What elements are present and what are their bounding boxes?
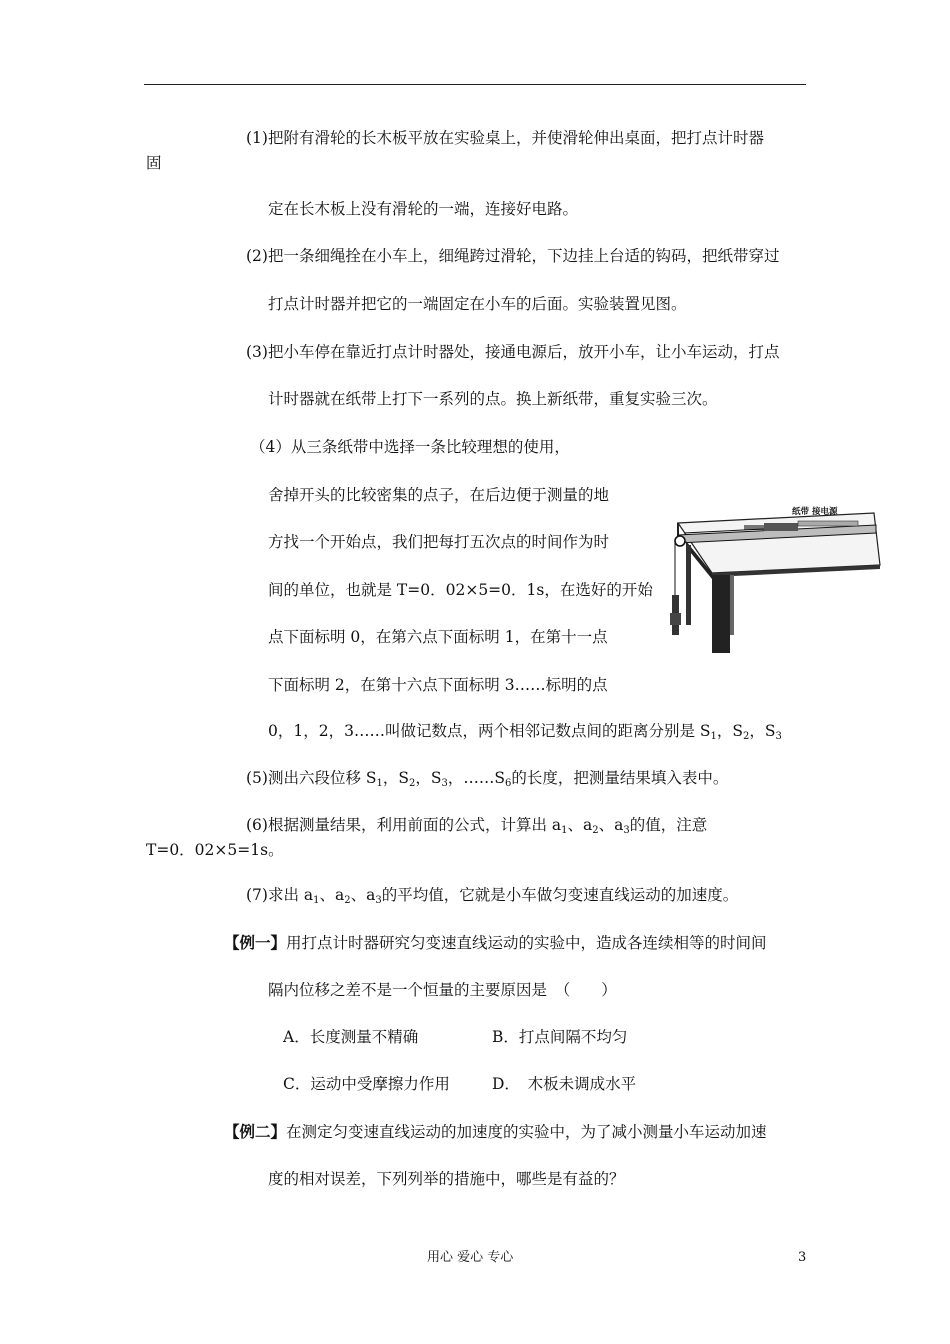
step-4-line-6: 下面标明 2，在第十六点下面标明 3……标明的点 xyxy=(268,676,608,694)
figure-label: 纸带 接电源 xyxy=(792,507,838,517)
page-number: 3 xyxy=(798,1250,807,1265)
step-6-line-2: T=0．02×5=1s。 xyxy=(146,841,284,859)
step-1-line-2: 固 xyxy=(146,154,162,172)
step-3-line-1: (3)把小车停在靠近打点计时器处，接通电源后，放开小车，让小车运动，打点 xyxy=(246,343,780,361)
example-1-line-2: 隔内位移之差不是一个恒量的主要原因是 （ ） xyxy=(268,981,617,999)
step-1-line-1: (1)把附有滑轮的长木板平放在实验桌上，并使滑轮伸出桌面，把打点计时器 xyxy=(246,129,764,147)
option-a: A．长度测量不精确 xyxy=(283,1028,419,1046)
step-7-line: (7)求出 $a_1$、$a_2$、$a_3$的平均值，它就是小车做匀变速直线运动的加速度。 xyxy=(246,886,739,906)
step-2-line-1: (2)把一条细绳拴在小车上，细绳跨过滑轮，下边挂上台适的钩码，把纸带穿过 xyxy=(246,247,780,265)
option-b: B．打点间隔不均匀 xyxy=(492,1028,628,1046)
example-1-tag: 【例一】 xyxy=(224,933,287,952)
step-5-line: (5)测出六段位移 $S_1$，$S_2$，$S_3$，$\dots\dots S_6$的长度，把测量结果填入表中。 xyxy=(246,769,729,789)
step-3-line-2: 计时器就在纸带上打下一系列的点。换上新纸带，重复实验三次。 xyxy=(268,390,718,408)
step-4-line-3: 方找一个开始点，我们把每打五次点的时间作为时 xyxy=(268,533,610,551)
apparatus-figure xyxy=(664,495,882,655)
option-c: C．运动中受摩擦力作用 xyxy=(283,1075,450,1093)
step-2-line-2: 打点计时器并把它的一端固定在小车的后面。实验装置见图。 xyxy=(268,295,687,313)
example-2-line-1: 【例二】在测定匀变速直线运动的加速度的实验中，为了减小测量小车运动加速 xyxy=(224,1122,767,1141)
step-4-line-7: 0，1，2，3……叫做记数点，两个相邻记数点间的距离分别是 $S_1$，$S_2$，$S_3$ xyxy=(268,722,782,742)
example-1-line-1: 【例一】用打点计时器研究匀变速直线运动的实验中，造成各连续相等的时间间 xyxy=(224,933,767,952)
step-4-line-1: （4）从三条纸带中选择一条比较理想的使用， xyxy=(250,438,570,456)
example-2-tag: 【例二】 xyxy=(224,1122,287,1141)
footer-motto: 用心 爱心 专心 xyxy=(427,1250,514,1265)
step-1-line-3: 定在长木板上没有滑轮的一端，连接好电路。 xyxy=(268,200,579,218)
step-4-line-4: 间的单位，也就是 T=0．02×5=0．1s，在选好的开始 xyxy=(268,581,653,599)
step-4-line-2: 舍掉开头的比较密集的点子，在后边便于测量的地 xyxy=(268,486,610,504)
step-6-line-1: (6)根据测量结果，利用前面的公式，计算出 $a_1$、$a_2$、$a_3$的值，注意 xyxy=(246,816,708,836)
example-2-line-2: 度的相对误差，下列列举的措施中，哪些是有益的？ xyxy=(268,1170,625,1188)
header-rule xyxy=(144,84,806,85)
option-d: D． 木板未调成水平 xyxy=(492,1075,637,1093)
step-4-line-5: 点下面标明 0，在第六点下面标明 1，在第十一点 xyxy=(268,628,608,646)
apparatus-illustration xyxy=(664,495,882,655)
